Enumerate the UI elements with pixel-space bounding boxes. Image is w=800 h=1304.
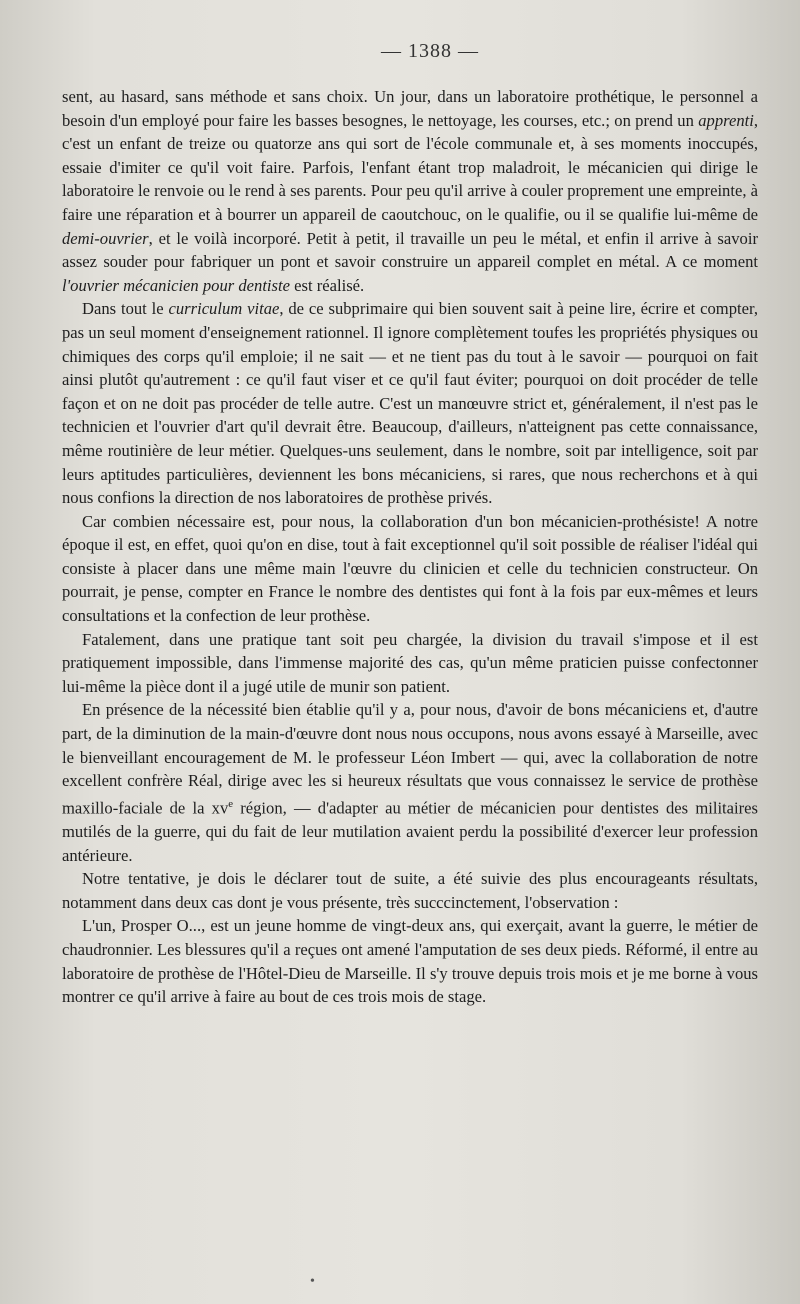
text-segment: , de ce subprimaire qui bien souvent sait à peine lire, écrire et compter, pas un seul moment d'enseignement rationnel. Il ignore complètement toufes les propriétés physiques ou chimiques des corps qu'il emploie; il ne sait — et ne tient pas du tout à le savoir — pourquoi on fait ainsi plutôt qu'autrement : ce qu'il faut viser et ce qu'il faut éviter; pourquoi on doit procéder de telle façon et on ne doit pas procéder de telle autre. C'est un manœuvre strict et, généralement, il n'est pas le technicien et l'ouvrier d'art qu'il devrait être. Beaucoup, d'ailleurs, n'atteignent pas cette connaissance, même routinière de leur métier. Quelques-uns seulement, dans le nombre, soit par intelligence, soit par leurs aptitudes particulières, deviennent les bons mécaniciens, si rares, que nous recherchons et à qui nous confions la direction de nos laboratoires de prothèse privés. (62, 299, 758, 508)
text-segment: , et le voilà incorporé. Petit à petit, il travaille un peu le métal, et enfin il arrive à savoir assez souder pour fabriquer un pont et savoir construire un appareil complet en métal. A ce moment (62, 228, 758, 272)
italic-text: l'ouvrier mécanicien pour dentiste (62, 275, 290, 295)
text-segment: est réalisé. (289, 275, 365, 295)
paragraph (62, 914, 758, 1008)
text-segment: L'un, Prosper O..., est un jeune homme de vingt-deux ans, qui exerçait, avant la guerre, le métier de chaudronnier. Les blessures qu'il a reçues ont amené l'amputation de ses deux pieds. Réformé, il entre au laboratoire de prothèse de l'Hôtel-Dieu de Marseille. Il s'y trouve depuis trois mois et je me borne à vous montrer ce qu'il arrive à faire au bout de ces trois mois de stage. (62, 916, 758, 1007)
text-segment: sent, au hasard, sans méthode et sans choix. Un jour, dans un laboratoire prothétique, le personnel a besoin d'un employé pour faire les basses besognes, le nettoyage, les courses, etc.; on prend un (62, 87, 758, 130)
text-segment: , c'est un enfant de treize ou quatorze ans qui sort de l'école communale et, à ses moments inoccupés, essaie d'imiter ce qu'il voit faire. Parfois, l'enfant étant trop maladroit, le mécanicien qui dirige le laboratoire le renvoie ou le rend à ses parents. Pour peu qu'il arrive à couler proprement une empreinte, à faire une réparation et à bourrer un appareil de caoutchouc, on le qualifie, ou il se qualifie lui-même de (62, 110, 758, 224)
text-segment: Notre tentative, je dois le déclarer tout de suite, a été suivie des plus encourageants résultats, notamment dans deux cas dont je vous présente, très succcinctement, l'observation : (62, 869, 758, 912)
superscript-text: e (228, 797, 234, 810)
paragraph (62, 628, 758, 699)
body-text (62, 85, 758, 1009)
paragraph (62, 85, 758, 297)
text-segment: Fatalement, dans une pratique tant soit peu chargée, la division du travail s'impose et il est pratiquement impossible, dans l'immense majorité des cas, qu'un même praticien puisse confectonner lui-même la pièce dont il a jugé utile de munir son patient. (62, 629, 758, 696)
page-number: — 1388 — (381, 40, 479, 62)
paragraph (62, 297, 758, 509)
ink-speck: • (310, 1274, 315, 1289)
italic-text: curriculum vitae (168, 299, 280, 319)
text-segment: région, — d'adapter au métier de mécanicien pour dentistes des militaires mutilés de la guerre, qui du fait de leur mutilation avaient perdu la possibilité d'exercer leur profession antérieure. (62, 798, 758, 865)
paragraph (62, 510, 758, 628)
text-segment: Dans tout le (82, 299, 169, 319)
italic-text: demi-ouvrier (62, 228, 149, 248)
text-segment: Car combien nécessaire est, pour nous, la collaboration d'un bon mécanicien-prothésiste! A notre époque il est, en effet, quoi qu'on en dise, tout à fait exceptionnel qu'il soit possible de réaliser l'idéal qui consiste à placer dans une même main l'œuvre du clinicien et celle du technicien constructeur. On pourrait, je pense, compter en France le nombre des dentistes qui font à la fois par eux-mêmes et leurs consultations et la confection de leur prothèse. (62, 511, 758, 626)
italic-text: apprenti (698, 110, 754, 130)
paragraph (62, 698, 758, 867)
text-segment: En présence de la nécessité bien établie qu'il y a, pour nous, d'avoir de bons mécaniciens et, d'autre part, de la diminution de la main-d'œuvre dont nous nous occupons, nous avons essayé à Marseille, avec le bienveillant encouragement de M. le professeur Léon Imbert — qui, avec la collaboration de notre excellent confrère Réal, dirige avec les si heureux résultats que vous connaissez le service de prothèse maxillo-faciale de la xv (62, 700, 758, 818)
paragraph (62, 867, 758, 914)
